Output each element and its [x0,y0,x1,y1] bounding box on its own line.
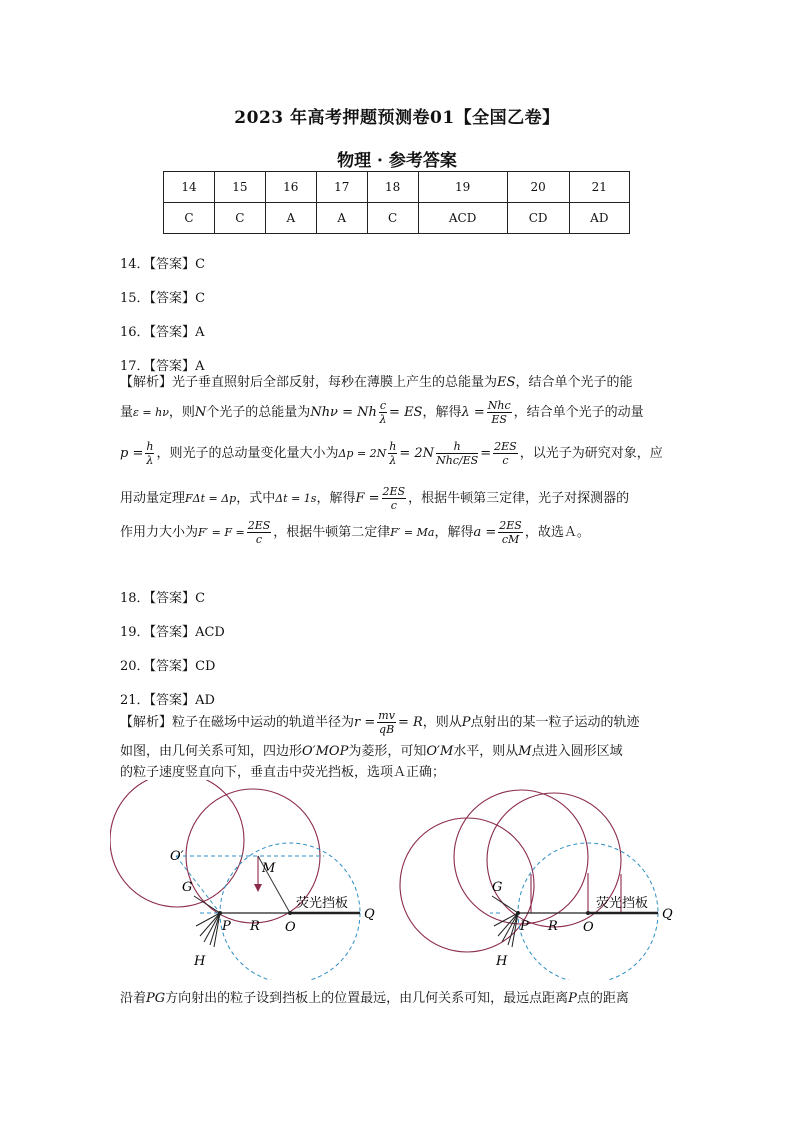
answer-line-18: 18．【答案】C [120,591,206,606]
table-cell: 14 [164,172,215,203]
label-r: R [250,919,260,934]
q17-explanation-line-3: p = $\frac{h}{\lambda}$ ，则光子的总动量变化量大小为Δp = 2N $\frac{h}{\lambda}$ = 2N $\frac{h}{\text{Nhc/ES}}$ = $\frac{2ES}{c}$ ，以光子为研究对象，应 [120,440,663,467]
answer-line-19: 19．【答案】ACD [120,625,225,640]
q17-explanation-line-2: 量ε = hν，则N个光子的总能量为Nhν = Nh $\frac{c}{\lambda}$ = ES，解得λ = $\frac{\text{Nhc}}{ES}$ ，结合单个光子的动量 [120,399,644,426]
answer-line-14: 14．【答案】C [120,257,206,272]
label-g: G [492,880,503,895]
table-cell: ACD [418,203,507,234]
label-p: P [222,919,231,934]
answer-table-number-row [164,172,630,203]
label-h: H [194,954,206,969]
answer-line-15: 15．【答案】C [120,291,206,306]
q17-explanation-line-1: 【解析】光子垂直照射后全部反射，每秒在薄膜上产生的总能量为ES，结合单个光子的能 [120,375,633,390]
label-q: Q [364,907,375,922]
table-cell: 19 [418,172,507,203]
answer-line-20: 20．【答案】CD [120,659,216,674]
arrow-head [254,884,262,892]
table-cell: 21 [569,172,629,203]
table-cell: 16 [265,172,316,203]
answer-line-17: 17．【答案】A [120,359,205,374]
table-cell: C [214,203,265,234]
label-g: G [182,880,193,895]
label-o: O [583,920,594,935]
label-o-prime: O′ [170,849,184,864]
document-subtitle: 物理 · 参考答案 [337,151,457,171]
label-r: R [548,919,558,934]
label-screen: 荧光挡板 [296,896,349,911]
document-title: 2023 年高考押题预测卷01【全国乙卷】 [234,108,560,128]
label-m: M [262,861,276,876]
trajectory-circle [454,790,588,924]
table-cell: A [265,203,316,234]
q21-explanation-line-1: 【解析】粒子在磁场中运动的轨道半径为r = $\frac{mv}{qB}$ = R，则从P点射出的某一粒子运动的轨迹 [120,709,640,736]
table-cell: AD [569,203,629,234]
table-cell: A [316,203,367,234]
q17-explanation-line-4: 用动量定理FΔt = Δp，式中Δt = 1s，解得F = $\frac{2ES}{c}$ ，根据牛顿第三定律，光子对探测器的 [120,485,630,512]
label-p: P [520,919,529,934]
table-cell: 15 [214,172,265,203]
table-cell: C [164,203,215,234]
table-cell: 20 [507,172,569,203]
label-q: Q [662,907,673,922]
answer-table [163,171,630,234]
label-screen: 荧光挡板 [596,896,649,911]
table-cell: C [367,203,418,234]
table-cell: 17 [316,172,367,203]
label-h: H [496,954,508,969]
q21-explanation-bottom: 沿着PG方向射出的粒子设到挡板上的位置最远，由几何关系可知，最远点距离P点的距离 [120,991,629,1006]
table-cell: CD [507,203,569,234]
trajectory-figure-right [390,780,680,980]
answer-line-21: 21．【答案】AD [120,693,215,708]
trajectory-circle [400,818,534,952]
answer-table-answer-row [164,203,630,234]
q21-explanation-line-3: 的粒子速度竖直向下，垂直击中荧光挡板，选项Ａ正确； [120,765,446,780]
answer-line-16: 16．【答案】A [120,325,205,340]
q21-explanation-line-2: 如图，由几何关系可知，四边形O′MOP为菱形，可知O′M水平，则从M点进入圆形区域 [120,744,623,759]
trajectory-figure-left [110,780,380,980]
label-o: O [285,920,296,935]
q17-explanation-line-5: 作用力大小为F′ = F = $\frac{2ES}{c}$ ，根据牛顿第二定律F′ = Ma，解得a = $\frac{2ES}{cM}$ ，故选Ａ。 [120,519,590,546]
trajectory-circle [110,780,244,907]
table-cell: 18 [367,172,418,203]
